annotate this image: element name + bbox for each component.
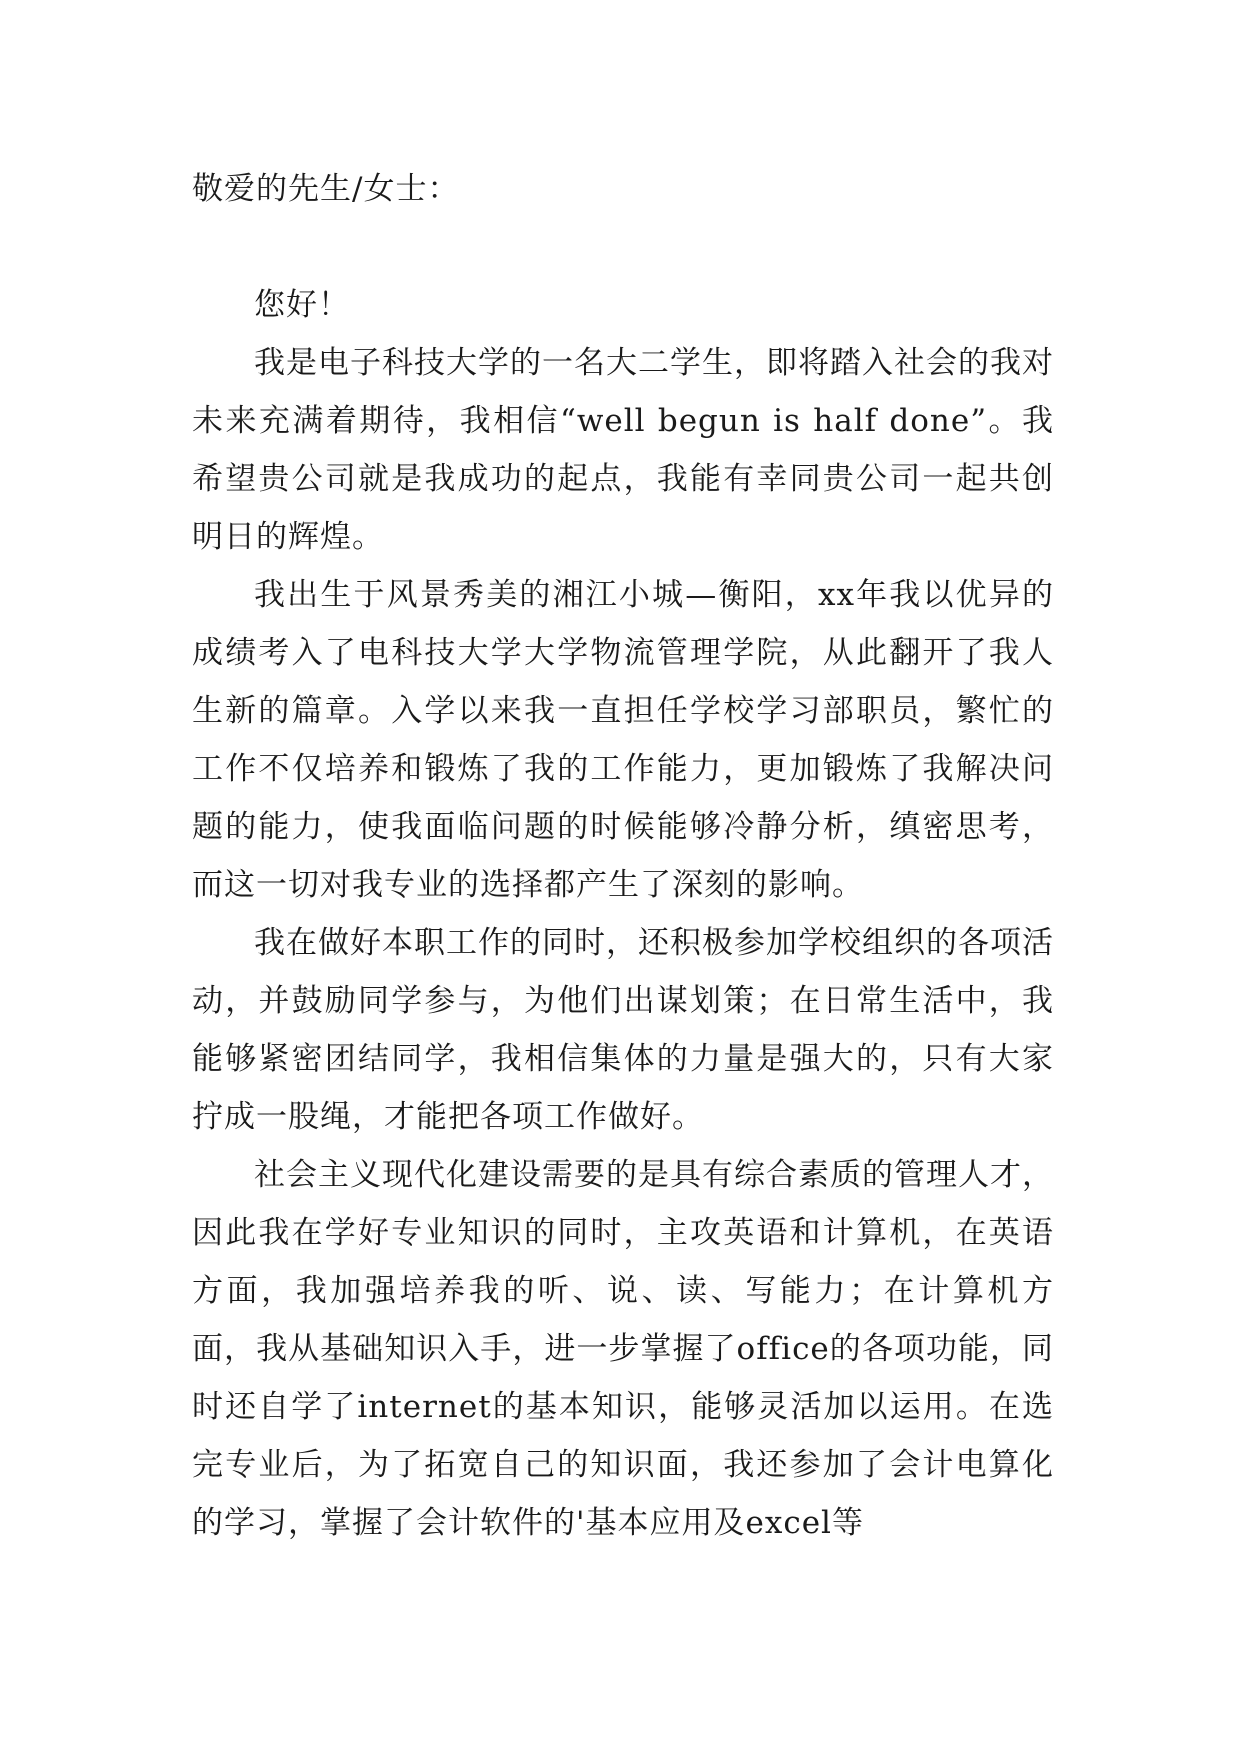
cover-letter	[192, 160, 1054, 1552]
salutation: 敬爱的先生/女士：	[192, 171, 460, 207]
paragraph-intro: 我是电子科技大学的一名大二学生，即将踏入社会的我对未来充满着期待，我相信“well begun is half done”。我希望贵公司就是我成功的起点，我能有幸同贵公司一起共创明日的辉煌。	[192, 345, 1054, 555]
greeting: 您好！	[254, 287, 350, 323]
paragraph-skills: 社会主义现代化建设需要的是具有综合素质的管理人才，因此我在学好专业知识的同时，主攻英语和计算机，在英语方面，我加强培养我的听、说、读、写能力；在计算机方面，我从基础知识入手，进一步掌握了office的各项功能，同时还自学了internet的基本知识，能够灵活加以运用。在选完专业后，为了拓宽自己的知识面，我还参加了会计电算化的学习，掌握了会计软件的'基本应用及excel等	[192, 1157, 1054, 1541]
paragraph-background: 我出生于风景秀美的湘江小城—衡阳，xx年我以优异的成绩考入了电科技大学大学物流管理学院，从此翻开了我人生新的篇章。入学以来我一直担任学校学习部职员，繁忙的工作不仅培养和锻炼了我的工作能力，更加锻炼了我解决问题的能力，使我面临问题的时候能够冷静分析，缜密思考，而这一切对我专业的选择都产生了深刻的影响。	[192, 577, 1054, 903]
paragraph-activities: 我在做好本职工作的同时，还积极参加学校组织的各项活动，并鼓励同学参与，为他们出谋划策；在日常生活中，我能够紧密团结同学，我相信集体的力量是强大的，只有大家拧成一股绳，才能把各项工作做好。	[192, 925, 1054, 1135]
